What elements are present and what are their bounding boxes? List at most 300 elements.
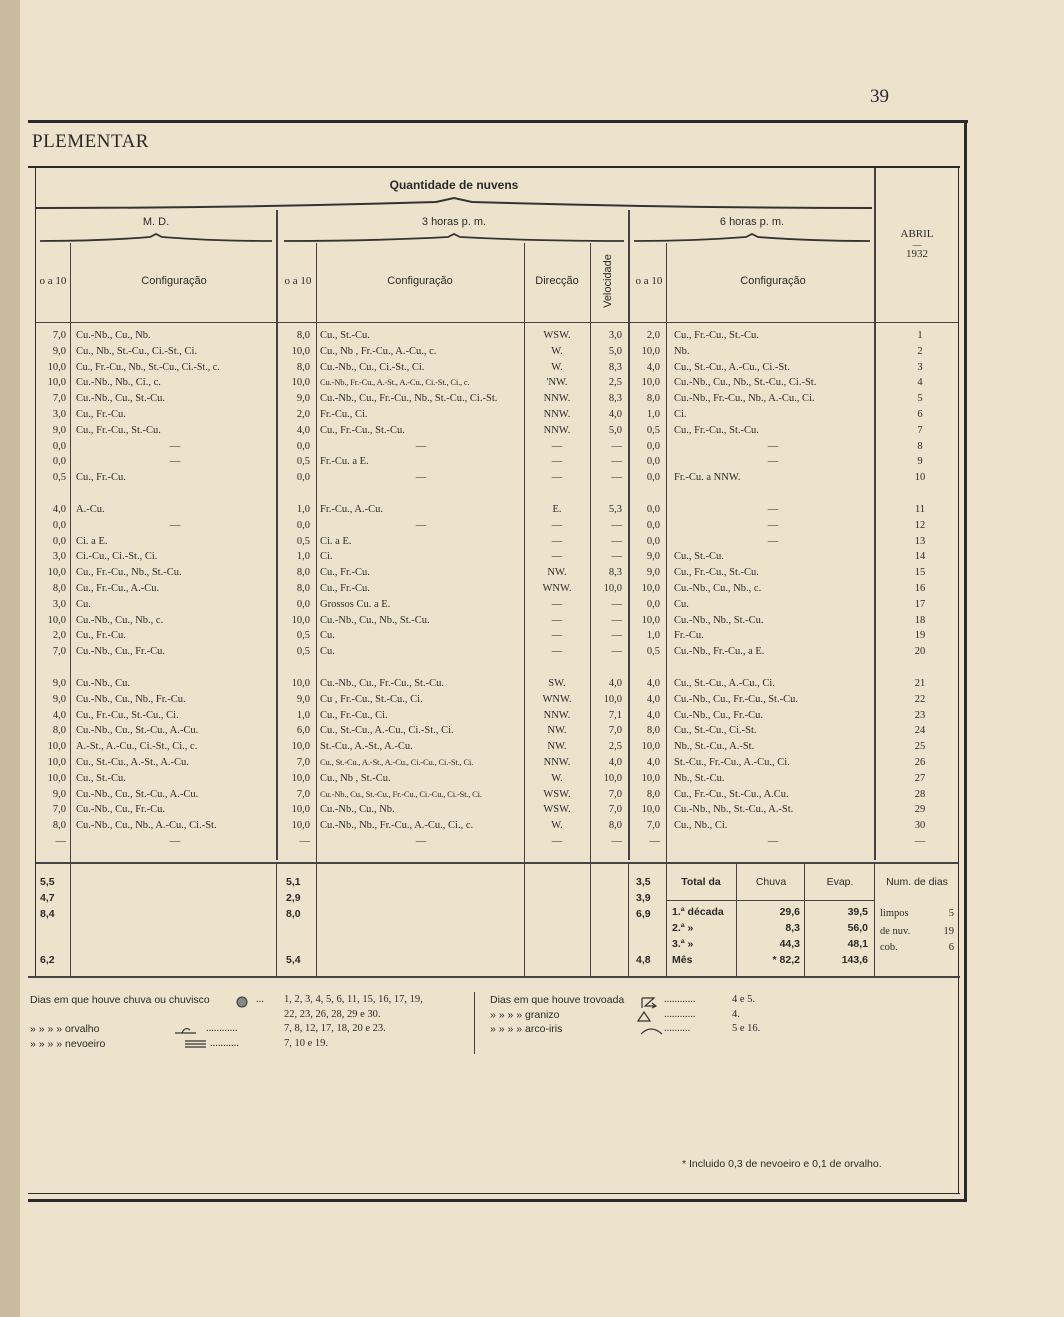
dias-value: 6 [948, 942, 954, 953]
h6-value: 4,0 [646, 361, 660, 373]
h3-direction: — [551, 598, 563, 610]
h6-config: St.-Cu., Fr.-Cu., A.-Cu., Ci. [674, 757, 790, 768]
h6-config: Cu.-Nb., Fr.-Cu., Nb., A.-Cu., Ci. [674, 393, 815, 405]
day: 22 [914, 693, 926, 705]
frame-bottom-outer [28, 1199, 967, 1202]
h3-config: Fr.-Cu. a E. [320, 456, 369, 468]
totals-subrule [666, 900, 874, 901]
day: 23 [914, 709, 926, 721]
md-value: 0,0 [52, 519, 66, 531]
h6-value: 0,0 [646, 598, 660, 610]
h3-velocity: 8,3 [608, 567, 622, 579]
md-config: Cu., Nb., St.-Cu., Ci.-St., Ci. [76, 345, 198, 357]
md-value: 8,0 [52, 820, 66, 832]
hail-triangle-icon [636, 1010, 660, 1023]
h6-value: 10,0 [641, 377, 660, 389]
table-row [0, 456, 960, 472]
h6-config: Cu.-Nb., Cu., Fr.-Cu., St.-Cu. [674, 693, 798, 705]
h3-config: Cu.-Nb., Cu., Nb., St.-Cu. [320, 614, 430, 626]
footer-left-days: 7, 10 e 19. [284, 1037, 329, 1049]
footer-right-prefix: » » » » granizo [490, 1008, 560, 1021]
md-config: — [169, 519, 181, 531]
md-config: Cu., St.-Cu., A.-St., A.-Cu. [76, 757, 189, 768]
day: 28 [914, 788, 926, 800]
h3-velocity: 8,3 [608, 393, 622, 405]
h6-value: 0,5 [646, 424, 660, 436]
total-6h: 6,9 [636, 908, 651, 920]
month-name: ABRIL [900, 228, 934, 240]
md-value: 0,0 [52, 535, 66, 547]
table-row [0, 741, 960, 757]
h6-config: — [767, 519, 779, 531]
h3-config: Cu., Nb , St.-Cu. [320, 772, 391, 784]
h3-value: 7,0 [296, 757, 310, 768]
h3-velocity: 4,0 [608, 409, 622, 420]
h3-velocity: — [611, 598, 622, 610]
h3-config: Cu.-Nb., Cu., Ci.-St., Ci. [320, 361, 425, 373]
md-value: 10,0 [47, 614, 66, 626]
h6-config: Cu.-Nb., Cu., Nb., c. [674, 583, 762, 594]
md-config: Cu., Fr.-Cu., Nb., St.-Cu., Ci.-St., c. [76, 361, 220, 373]
table-row [0, 377, 960, 393]
h3-direction: NNW. [543, 409, 571, 420]
h6-config: Cu., Fr.-Cu., St.-Cu., A.Cu. [674, 788, 789, 800]
day: — [914, 836, 926, 847]
h3-value: 0,5 [296, 646, 310, 658]
day: 6 [917, 409, 923, 420]
total-6h: 3,5 [636, 876, 651, 888]
total-3h: 5,1 [286, 876, 301, 888]
block-title-md: M. D. [142, 216, 170, 228]
day: 2 [917, 345, 923, 357]
frame-bottom [28, 1193, 960, 1194]
day: 30 [914, 820, 926, 832]
footer-right-days: 4 e 5. [732, 994, 756, 1005]
dias-value: 5 [948, 908, 954, 919]
h3-direction: SW. [548, 678, 566, 689]
table-row [0, 551, 960, 567]
md-value: 9,0 [52, 678, 66, 689]
period-evap: 48,1 [847, 938, 868, 950]
day: 15 [914, 567, 926, 579]
total-md: 8,4 [40, 908, 55, 920]
md-config: Cu., Fr.-Cu. [76, 472, 126, 484]
md-value: 0,0 [52, 440, 66, 452]
h3-value: 0,5 [296, 535, 310, 547]
brace-6h [634, 233, 870, 243]
h6-config: Cu., St.-Cu. [674, 551, 724, 563]
md-config: Cu.-Nb., Cu., St.-Cu., A.-Cu. [76, 725, 199, 737]
h3-direction: — [551, 614, 563, 626]
table-row [0, 725, 960, 741]
day: 20 [914, 646, 926, 658]
h3-value: 2,0 [296, 409, 310, 420]
rainbow-arc-icon [640, 1024, 664, 1037]
h3-velocity: 7,0 [608, 788, 622, 800]
h3-velocity: 7,1 [608, 709, 622, 721]
table-row [0, 789, 960, 805]
h6-value: 8,0 [646, 393, 660, 405]
h6-config: Fr.-Cu. a NNW. [674, 472, 741, 484]
table-row [0, 393, 960, 409]
period-label: Mês [672, 954, 693, 966]
col-6h-scale: o a 10 [635, 275, 663, 287]
table-row [0, 567, 960, 583]
period-chuva: * 82,2 [772, 954, 800, 966]
table-row [0, 710, 960, 726]
h3-value: 10,0 [291, 820, 310, 832]
h3-velocity: — [611, 551, 622, 563]
md-config: Ci. a E. [76, 535, 108, 547]
h6-value: 10,0 [641, 772, 660, 784]
h3-direction: — [551, 456, 563, 468]
col-md-scale: o a 10 [39, 275, 67, 287]
footer-right-dots: .......... [664, 1023, 691, 1034]
total-da-label: Total da [681, 876, 721, 888]
day: 19 [914, 630, 926, 642]
h3-direction: NNW. [543, 709, 571, 721]
h3-value: 4,0 [296, 424, 310, 436]
h3-direction: WSW. [543, 804, 571, 816]
md-value: 10,0 [47, 741, 66, 753]
h3-config: Cu , Fr.-Cu., St.-Cu., Ci. [320, 693, 423, 705]
md-config: Cu., Fr.-Cu., Nb., St.-Cu. [76, 567, 182, 579]
md-value: 10,0 [47, 361, 66, 373]
md-value: 8,0 [52, 583, 66, 594]
table-row [0, 346, 960, 362]
footer-right-dots: ............ [664, 994, 696, 1005]
md-config: Cu.-Nb., Cu., St.-Cu., A.-Cu. [76, 788, 199, 800]
h3-config: — [415, 440, 427, 452]
h3-value: 1,0 [296, 551, 310, 563]
table-row [0, 615, 960, 631]
totals-rule-top [36, 862, 958, 864]
footer-left-days: 1, 2, 3, 4, 5, 6, 11, 15, 16, 17, 19, [284, 994, 423, 1005]
footer-right-prefix: Dias em que houve trovoada [490, 994, 625, 1006]
tvline-10 [874, 864, 875, 976]
md-config: A.-Cu. [76, 504, 105, 515]
total-3h: 8,0 [286, 908, 301, 920]
h3-velocity: 10,0 [603, 772, 622, 784]
h6-config: Cu., St.-Cu., Ci.-St. [674, 725, 757, 737]
h3-direction: — [551, 646, 563, 658]
day: 21 [914, 678, 926, 689]
md-config: Cu.-Nb., Cu., St.-Cu. [76, 393, 165, 405]
h6-config: — [767, 836, 779, 847]
h3-velocity: 2,5 [608, 741, 622, 753]
h6-config: — [767, 456, 779, 468]
md-value: 7,0 [52, 330, 66, 341]
col-6h-config: Configuração [740, 275, 806, 287]
tvline-7 [666, 864, 667, 976]
h3-value: 8,0 [296, 567, 310, 579]
h3-value: 0,0 [296, 440, 310, 452]
evap-label: Evap. [826, 876, 854, 888]
table-row [0, 694, 960, 710]
h6-config: — [767, 440, 779, 452]
h3-velocity: — [611, 456, 622, 468]
thunder-icon [640, 996, 664, 1009]
h3-value: 1,0 [296, 709, 310, 721]
rain-circle-icon [236, 996, 260, 1009]
h3-config: Cu., St.-Cu. [320, 330, 370, 341]
md-value: 7,0 [52, 646, 66, 658]
h3-velocity: 8,3 [608, 361, 622, 373]
h3-config: Cu.-Nb., Cu., Fr.-Cu., Nb., St.-Cu., Ci.-St. [320, 393, 498, 405]
md-config: Cu.-Nb., Cu., Nb., A.-Cu., Ci.-St. [76, 820, 217, 832]
h3-velocity: 5,0 [608, 345, 622, 357]
h3-config: Cu., St.-Cu., A.-St., A.-Cu., Ci.-Cu., Ci.-St., Ci. [320, 757, 474, 767]
total-6h: 3,9 [636, 892, 651, 904]
h3-config: Ci. a E. [320, 535, 352, 547]
h3-config: Cu., St.-Cu., A.-Cu., Ci.-St., Ci. [320, 725, 454, 737]
table-row [0, 757, 960, 773]
year: 1932 [906, 248, 928, 260]
h3-velocity: — [611, 836, 622, 847]
md-config: A.-St., A.-Cu., Ci.-St., Ci., c. [76, 741, 198, 753]
md-value: 3,0 [52, 551, 66, 563]
h3-value: 0,0 [296, 472, 310, 484]
period-label: 3.ª » [672, 938, 694, 950]
table-row [0, 441, 960, 457]
h3-value: 0,0 [296, 598, 310, 610]
col-md-config: Configuração [141, 275, 207, 287]
h6-value: 0,0 [646, 456, 660, 468]
h3-config: — [415, 836, 427, 847]
total-6h: 4,8 [636, 954, 651, 966]
h3-config: Cu., Nb , Fr.-Cu., A.-Cu., c. [320, 345, 437, 357]
h3-velocity: 5,3 [608, 504, 622, 515]
h6-value: 4,0 [646, 757, 660, 768]
md-config: Cu., Fr.-Cu. [76, 630, 126, 642]
h3-velocity: 10,0 [603, 693, 622, 705]
h3-config: Fr.-Cu., A.-Cu. [320, 504, 384, 515]
day: 10 [914, 472, 926, 484]
h3-direction: — [551, 472, 563, 484]
tvline-5 [590, 864, 591, 976]
period-label: 2.ª » [672, 922, 694, 934]
h6-value: 10,0 [641, 583, 660, 594]
footer-right-days: 5 e 16. [732, 1023, 761, 1034]
footer-left-dots: ........... [210, 1037, 239, 1049]
brace-3h [284, 233, 624, 243]
h3-direction: WNW. [542, 583, 572, 594]
h6-value: 1,0 [646, 409, 660, 420]
day: 14 [914, 551, 926, 563]
h6-value: 4,0 [646, 678, 660, 689]
h3-velocity: — [611, 519, 622, 531]
table-row [0, 425, 960, 441]
period-label: 1.ª década [672, 906, 724, 918]
h6-value: 10,0 [641, 345, 660, 357]
md-value: 10,0 [47, 567, 66, 579]
footer-divider [474, 992, 475, 1054]
h6-value: 4,0 [646, 693, 660, 705]
h3-direction: WSW. [543, 330, 571, 341]
total-3h: 2,9 [286, 892, 301, 904]
md-value: 9,0 [52, 693, 66, 705]
h3-velocity: 2,5 [608, 377, 622, 389]
h3-velocity: — [611, 614, 622, 626]
h3-direction: — [551, 551, 563, 563]
h6-config: Cu., Fr.-Cu., St.-Cu. [674, 424, 759, 436]
h6-config: — [767, 535, 779, 547]
day: 24 [914, 725, 926, 737]
total-3h: 5,4 [286, 954, 301, 966]
day: 7 [917, 424, 923, 436]
h3-value: 0,5 [296, 456, 310, 468]
h3-direction: — [551, 519, 563, 531]
day: 18 [914, 614, 926, 626]
h3-value: 9,0 [296, 393, 310, 405]
h3-velocity: — [611, 535, 622, 547]
md-config: Ci.-Cu., Ci.-St., Ci. [76, 551, 158, 563]
h6-config: Cu., Nb., Ci. [674, 820, 728, 832]
block-title-3h: 3 horas p. m. [421, 216, 487, 228]
table-row [0, 583, 960, 599]
h3-value: 10,0 [291, 377, 310, 389]
period-chuva: 44,3 [779, 938, 800, 950]
total-md: 6,2 [40, 954, 55, 966]
h3-velocity: — [611, 472, 622, 484]
period-evap: 143,6 [841, 954, 868, 966]
footer-right-dots: ............ [664, 1008, 696, 1020]
h3-direction: WNW. [542, 693, 572, 705]
h3-config: Fr.-Cu., Ci. [320, 409, 368, 420]
tvline-8 [736, 864, 737, 976]
h6-value: 4,0 [646, 709, 660, 721]
brace-md [40, 233, 272, 243]
footer-left-days: 22, 23, 26, 28, 29 e 30. [284, 1008, 381, 1020]
md-value: 9,0 [52, 424, 66, 436]
h6-config: Cu.-Nb., Nb., St.-Cu., A.-St. [674, 804, 794, 816]
md-config: Cu.-Nb., Cu., Fr.-Cu. [76, 804, 165, 816]
h3-direction: 'NW. [546, 377, 568, 389]
h6-value: 10,0 [641, 614, 660, 626]
table-row [0, 504, 960, 520]
table-row [0, 599, 960, 615]
day: 17 [914, 598, 926, 610]
h3-direction: W. [551, 345, 563, 357]
num-dias-label: Num. de dias [886, 876, 948, 888]
table-row [0, 678, 960, 694]
h3-direction: NNW. [543, 757, 571, 768]
md-config: Cu.-Nb., Cu., Nb., c. [76, 614, 164, 626]
h3-direction: NW. [547, 741, 567, 753]
h3-velocity: 7,0 [608, 804, 622, 816]
footer-right-days: 4. [732, 1008, 740, 1020]
h6-value: 9,0 [646, 567, 660, 579]
col-3h-scale: o a 10 [284, 275, 312, 287]
tvline-3 [316, 864, 317, 976]
h3-velocity: 10,0 [603, 583, 622, 594]
h6-config: Cu.-Nb., Cu., Fr.-Cu. [674, 709, 763, 721]
h3-config: Cu.-Nb., Nb., Fr.-Cu., A.-Cu., Ci., c. [320, 820, 474, 832]
table-row [0, 472, 960, 488]
h6-config: — [767, 504, 779, 515]
h3-velocity: 4,0 [608, 757, 622, 768]
h3-direction: WSW. [543, 788, 571, 800]
md-value: 4,0 [52, 709, 66, 721]
h3-config: Cu., Fr.-Cu. [320, 583, 370, 594]
md-config: Cu., Fr.-Cu., A.-Cu. [76, 583, 160, 594]
h6-value: 0,0 [646, 535, 660, 547]
period-chuva: 29,6 [779, 906, 800, 918]
h3-value: — [299, 836, 310, 847]
h6-config: Nb., St.-Cu., A.-St. [674, 741, 755, 753]
table-row [0, 820, 960, 836]
h3-direction: NNW. [543, 393, 571, 405]
brace-quantidade [36, 196, 872, 210]
md-config: Cu.-Nb., Cu., Nb. [76, 330, 151, 341]
h3-config: — [415, 472, 427, 484]
h3-value: 10,0 [291, 614, 310, 626]
h6-value: 1,0 [646, 630, 660, 642]
day: 3 [917, 361, 923, 373]
footnote: * Incluido 0,3 de nevoeiro e 0,1 de orvalho. [682, 1158, 882, 1170]
md-config: Cu., Fr.-Cu., St.-Cu., Ci. [76, 709, 179, 721]
h6-config: Cu.-Nb., Nb., St.-Cu. [674, 614, 764, 626]
table-row [0, 804, 960, 820]
h3-config: Ci. [320, 551, 333, 563]
h3-velocity: — [611, 440, 622, 452]
h6-value: 0,0 [646, 519, 660, 531]
md-config: Cu., Fr.-Cu. [76, 409, 126, 420]
table-row [0, 330, 960, 346]
h3-value: 8,0 [296, 361, 310, 373]
table-row [0, 536, 960, 552]
fog-lines-icon [184, 1038, 208, 1051]
h3-config: Cu.-Nb., Cu., Nb. [320, 804, 395, 816]
h3-config: Cu.-Nb., Cu., Fr.-Cu., St.-Cu. [320, 678, 444, 689]
h6-config: Cu., Fr.-Cu., St.-Cu. [674, 567, 759, 579]
md-config: Cu. [76, 598, 91, 610]
h3-value: 7,0 [296, 788, 310, 800]
period-evap: 39,5 [847, 906, 868, 918]
header-rule [36, 322, 958, 323]
table-row [0, 362, 960, 378]
day: 26 [914, 757, 926, 768]
md-value: 3,0 [52, 409, 66, 420]
total-md: 5,5 [40, 876, 55, 888]
md-value: 0,5 [52, 472, 66, 484]
h3-velocity: 7,0 [608, 725, 622, 737]
chuva-label: Chuva [755, 876, 787, 888]
md-value: 2,0 [52, 630, 66, 642]
md-value: 0,0 [52, 456, 66, 468]
h3-value: 10,0 [291, 772, 310, 784]
h3-value: 9,0 [296, 693, 310, 705]
dias-value: 19 [943, 926, 954, 937]
h6-value: 2,0 [646, 330, 660, 341]
day: 11 [914, 504, 926, 515]
h3-direction: — [551, 836, 563, 847]
h3-value: 0,0 [296, 519, 310, 531]
md-config: Cu.-Nb., Cu., Nb., Fr.-Cu. [76, 693, 186, 705]
md-value: 10,0 [47, 772, 66, 784]
md-config: — [169, 440, 181, 452]
table-row [0, 520, 960, 536]
col-3h-velocity [596, 248, 620, 314]
tvline-1 [70, 864, 71, 976]
md-value: 9,0 [52, 788, 66, 800]
h3-config: St.-Cu., A.-St., A.-Cu. [320, 741, 413, 753]
h3-value: 10,0 [291, 678, 310, 689]
h3-config: — [415, 519, 427, 531]
day: 25 [914, 741, 926, 753]
footer-left-days: 7, 8, 12, 17, 18, 20 e 23. [284, 1023, 386, 1034]
col-3h-direction: Direcção [535, 275, 579, 287]
